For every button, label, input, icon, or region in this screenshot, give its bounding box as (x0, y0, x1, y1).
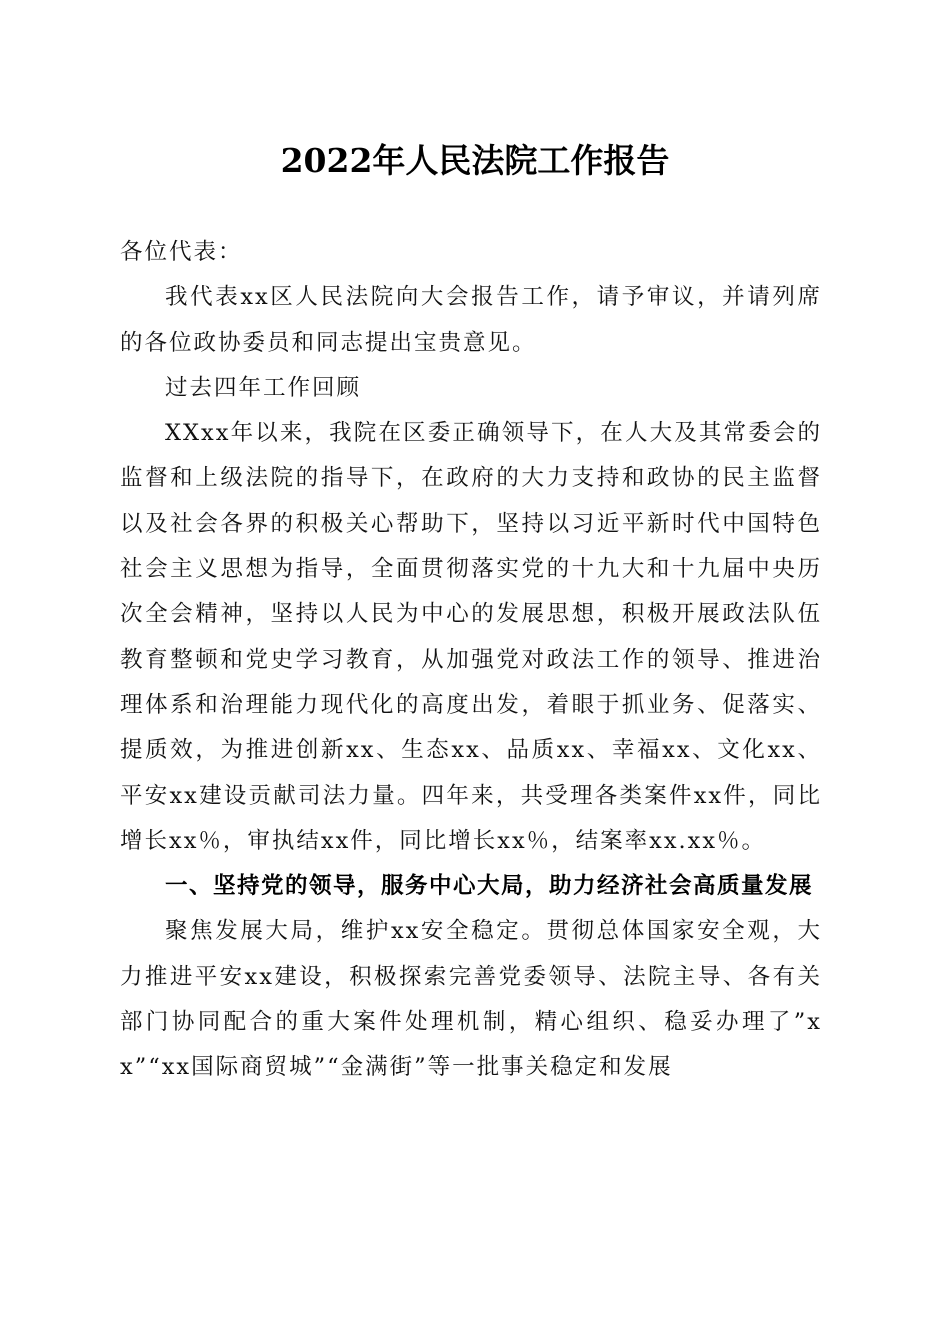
review-paragraph: XXxx年以来，我院在区委正确领导下，在人大及其常委会的监督和上级法院的指导下，在政府的大力支持和政协的民主监督以及社会各界的积极关心帮助下，坚持以习近平新时代中国特色社会主义思想为指导，全面贯彻落实党的十九大和十九届中央历次全会精神，坚持以人民为中心的发展思想，积极开展政法队伍教育整顿和党史学习教育，从加强党对政法工作的领导、推进治理体系和治理能力现代化的高度出发，着眼于抓业务、促落实、提质效，为推进创新xx、生态xx、品质xx、幸福xx、文化xx、平安xx建设贡献司法力量。四年来，共受理各类案件xx件，同比增长xx％，审执结xx件，同比增长xx％，结案率xx.xx％。 (120, 420, 822, 854)
section-1-paragraph: 聚焦发展大局，维护xx安全稳定。贯彻总体国家安全观，大力推进平安xx建设，积极探索完善党委领导、法院主导、各有关部门协同配合的重大案件处理机制，精心组织、稳妥办理了”xx”“xx国际商贸城”“金满街”等一批事关稳定和发展 (120, 918, 822, 1081)
document-title: 2022年人民法院工作报告 (280, 141, 670, 180)
document-body (120, 230, 822, 1091)
salutation: 各位代表： (120, 239, 243, 265)
intro-paragraph: 我代表xx区人民法院向大会报告工作，请予审议，并请列席的各位政协委员和同志提出宝贵意见。 (120, 284, 822, 356)
section-heading-1: 一、坚持党的领导，服务中心大局，助力经济社会高质量发展 (165, 873, 814, 900)
review-title: 过去四年工作回顾 (165, 374, 362, 401)
